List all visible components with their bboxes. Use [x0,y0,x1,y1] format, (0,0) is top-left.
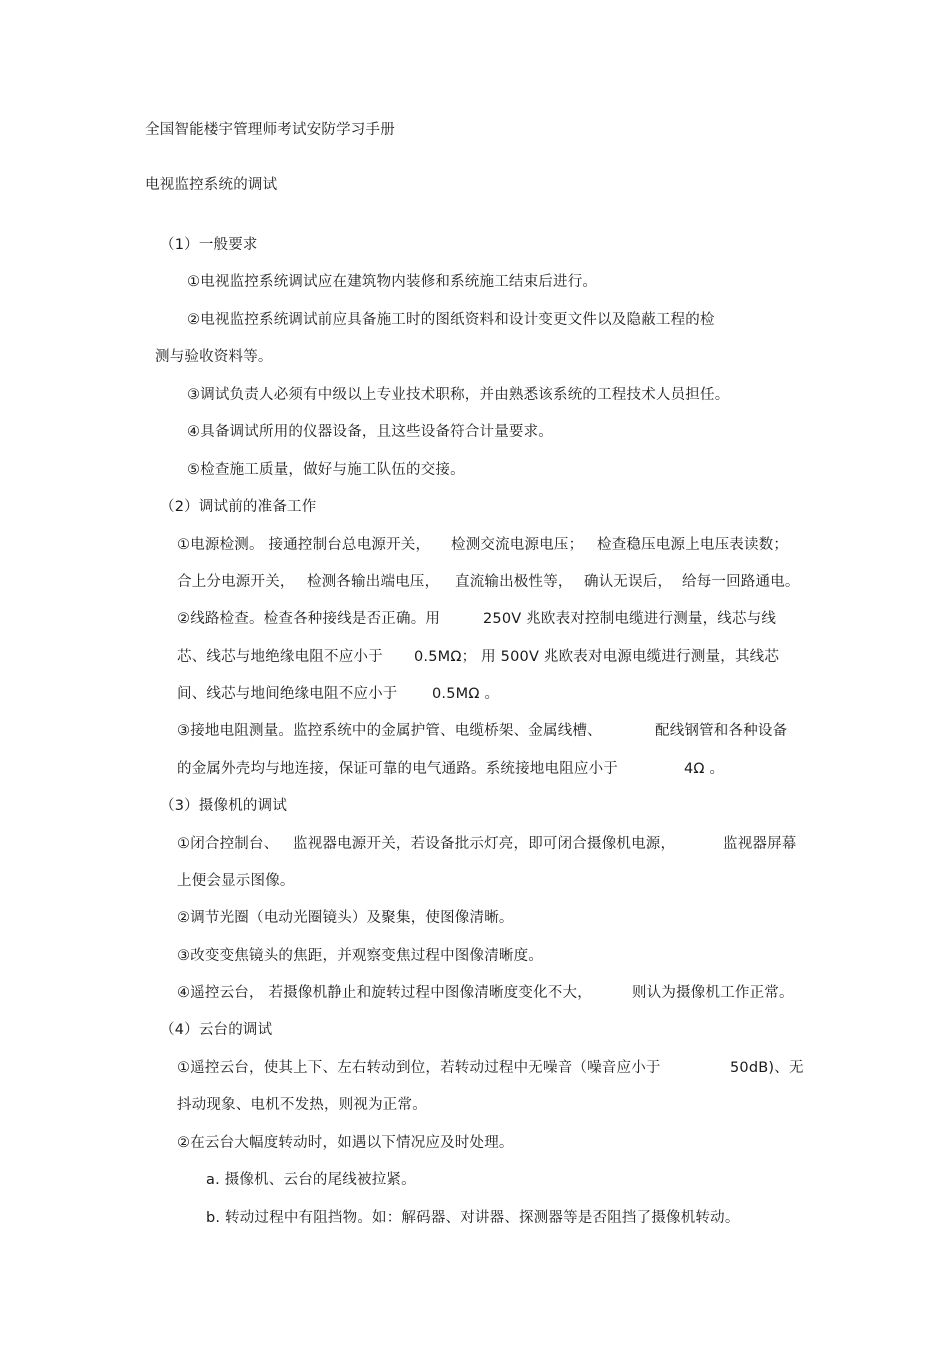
list-item: b. 转动过程中有阻挡物。如：解码器、对讲器、探测器等是否阻挡了摄像机转动。 [206,1210,740,1226]
text-segment: 确认无误后， [584,574,673,590]
document-title: 全国智能楼宇管理师考试安防学习手册 [145,122,395,138]
text-segment: 检测各输出端电压， [307,574,440,590]
text-segment: 250V 兆欧表对控制电缆进行测量，线芯与线 [483,611,777,627]
text-segment: ①闭合控制台、 [177,836,279,852]
text-segment: 合上分电源开关， [177,574,295,590]
text-segment: 芯、线芯与地绝缘电阻不应小于 [177,649,383,665]
text-segment: ②线路检查。检查各种接线是否正确。用 [177,611,441,627]
text-segment: 4Ω 。 [684,761,725,777]
text-segment: 直流输出极性等， [455,574,573,590]
list-item: a. 摄像机、云台的尾线被拉紧。 [206,1172,416,1188]
heading-general-requirements: （1）一般要求 [160,237,258,253]
paragraph: 抖动现象、电机不发热，则视为正常。 [177,1097,427,1113]
text-segment: 监视器屏幕 [723,836,797,852]
paragraph: ⑤检查施工质量，做好与施工队伍的交接。 [187,462,465,478]
heading-camera-debugging: （3）摄像机的调试 [160,798,288,814]
text-segment: ①电源检测。 接通控制台总电源开关， [177,537,431,553]
text-segment: 配线钢管和各种设备 [655,723,788,739]
paragraph: ②电视监控系统调试前应具备施工时的图纸资料和设计变更文件以及隐蔽工程的检 [187,312,715,328]
heading-preparation: （2）调试前的准备工作 [160,499,317,515]
paragraph: ②在云台大幅度转动时，如遇以下情况应及时处理。 [177,1135,514,1151]
text-segment: 0.5MΩ 。 [432,686,500,702]
paragraph: ③改变变焦镜头的焦距，并观察变焦过程中图像清晰度。 [177,948,543,964]
text-segment: 给每一回路通电。 [682,574,800,590]
paragraph: 上便会显示图像。 [177,873,295,889]
text-segment: 检测交流电源电压； [451,537,584,553]
section-title: 电视监控系统的调试 [145,177,278,193]
text-segment: 检查稳压电源上电压表读数； [597,537,789,553]
heading-pan-tilt-debugging: （4）云台的调试 [160,1022,273,1038]
text-segment: 监视器电源开关，若设备批示灯亮，即可闭合摄像机电源， [293,836,676,852]
text-segment: ①遥控云台，使其上下、左右转动到位，若转动过程中无噪音（噪音应小于 [177,1060,661,1076]
paragraph: 测与验收资料等。 [155,349,273,365]
text-segment: 0.5MΩ； 用 500V 兆欧表对电源电缆进行测量，其线芯 [414,649,780,665]
text-segment: 50dB)、无 [730,1060,804,1076]
text-segment: 间、线芯与地间绝缘电阻不应小于 [177,686,398,702]
paragraph: ①电视监控系统调试应在建筑物内装修和系统施工结束后进行。 [187,274,598,290]
text-segment: 则认为摄像机工作正常。 [632,985,794,1001]
text-segment: ③接地电阻测量。监控系统中的金属护管、电缆桥架、金属线槽、 [177,723,602,739]
text-segment: ④遥控云台， 若摄像机静止和旋转过程中图像清晰度变化不大， [177,985,592,1001]
paragraph: ②调节光圈（电动光圈镜头）及聚集，使图像清晰。 [177,910,514,926]
text-segment: 的金属外壳均与地连接，保证可靠的电气通路。系统接地电阻应小于 [177,761,618,777]
paragraph: ④具备调试所用的仪器设备，且这些设备符合计量要求。 [187,424,553,440]
paragraph: ③调试负责人必须有中级以上专业技术职称，并由熟悉该系统的工程技术人员担任。 [187,387,730,403]
